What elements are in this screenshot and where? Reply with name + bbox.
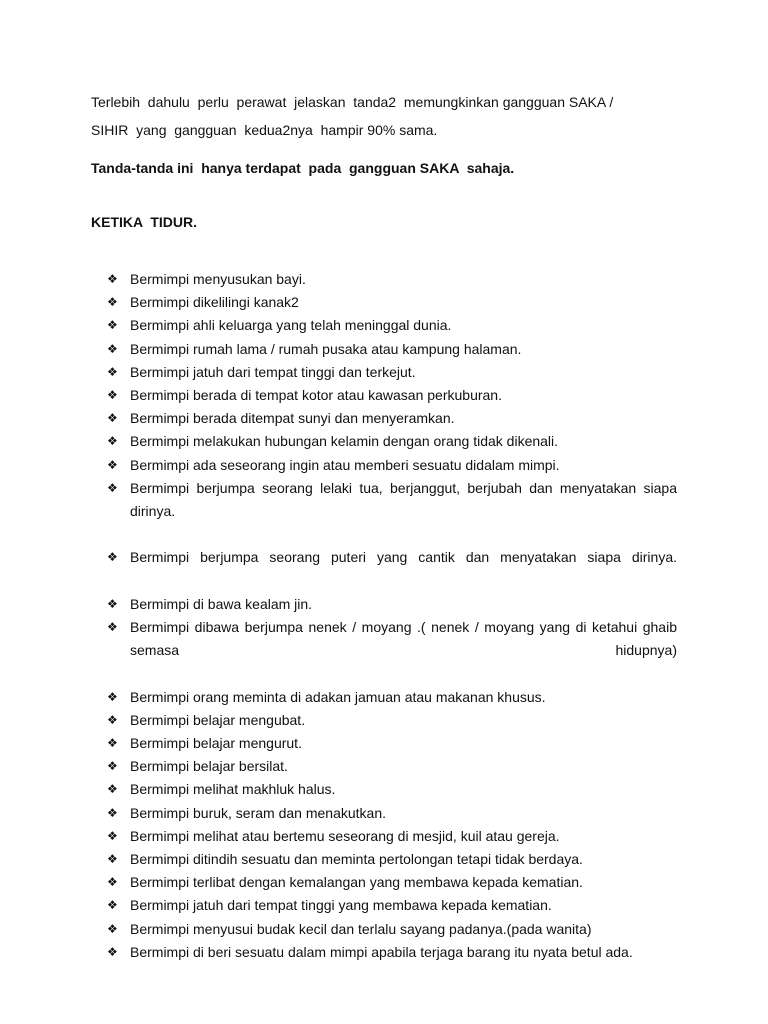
list-item: ❖ Bermimpi belajar mengubat.: [107, 709, 677, 732]
diamond-bullet-icon: ❖: [107, 272, 118, 286]
list-item: ❖ Bermimpi belajar mengurut.: [107, 732, 677, 755]
diamond-bullet-icon: ❖: [107, 898, 118, 913]
diamond-bullet-icon: ❖: [107, 480, 118, 495]
diamond-bullet-icon: ❖: [107, 295, 118, 310]
diamond-bullet-icon: ❖: [107, 782, 118, 797]
list-item: ❖ Bermimpi jatuh dari tempat tinggi dan terkejut.: [107, 361, 677, 384]
diamond-bullet-icon: ❖: [107, 596, 118, 611]
diamond-bullet-icon: ❖: [107, 852, 118, 867]
diamond-bullet-icon: ❖: [107, 712, 118, 727]
diamond-bullet-icon: ❖: [107, 805, 118, 820]
list-item: ❖ Bermimpi berjumpa seorang puteri yang cantik dan menyatakan siapa dirinya.: [107, 546, 677, 592]
diamond-bullet-icon: ❖: [107, 875, 118, 890]
list-item: ❖ Bermimpi terlibat dengan kemalangan yang membawa kepada kematian.: [107, 871, 677, 894]
diamond-bullet-icon: ❖: [107, 620, 118, 635]
diamond-bullet-icon: ❖: [107, 921, 118, 936]
list-item: ❖ Bermimpi jatuh dari tempat tinggi yang membawa kepada kematian.: [107, 894, 677, 917]
list-item: ❖ Bermimpi buruk, seram dan menakutkan.: [107, 802, 677, 825]
diamond-bullet-icon: ❖: [107, 736, 118, 751]
list-item: ❖ Bermimpi dikelilingi kanak2: [107, 291, 677, 314]
diamond-bullet-icon: ❖: [107, 457, 118, 472]
diamond-bullet-icon: ❖: [107, 689, 118, 704]
intro-paragraph: [91, 88, 691, 144]
list-item: ❖ Bermimpi menyusukan bayi.: [107, 268, 677, 291]
list-item: ❖ Bermimpi melihat atau bertemu seseorang di mesjid, kuil atau gereja.: [107, 825, 677, 848]
list-item: ❖ Bermimpi melihat makhluk halus.: [107, 778, 677, 801]
list-item: ❖ Bermimpi di beri sesuatu dalam mimpi apabila terjaga barang itu nyata betul ada.: [107, 941, 677, 964]
diamond-bullet-icon: ❖: [107, 434, 118, 449]
diamond-bullet-icon: ❖: [107, 318, 118, 333]
list-item: ❖ Bermimpi rumah lama / rumah pusaka atau kampung halaman.: [107, 338, 677, 361]
diamond-bullet-icon: ❖: [107, 759, 118, 774]
list-item: ❖ Bermimpi menyusui budak kecil dan terlalu sayang padanya.(pada wanita): [107, 918, 677, 941]
list-item: ❖ Bermimpi berjumpa seorang lelaki tua, berjanggut, berjubah dan menyatakan siapa dirinya.: [107, 477, 677, 547]
section-heading: KETIKA TIDUR.: [91, 214, 198, 230]
list-item: ❖ Bermimpi di bawa kealam jin.: [107, 593, 677, 616]
diamond-bullet-icon: ❖: [107, 411, 118, 426]
diamond-bullet-icon: ❖: [107, 388, 118, 403]
diamond-bullet-icon: ❖: [107, 341, 118, 356]
diamond-bullet-icon: ❖: [107, 944, 118, 959]
emphasis-statement: Tanda-tanda ini hanya terdapat pada gangguan SAKA sahaja.: [91, 160, 515, 176]
list-item: ❖ Bermimpi berada di tempat kotor atau kawasan perkuburan.: [107, 384, 677, 407]
diamond-bullet-icon: ❖: [107, 364, 118, 379]
diamond-bullet-icon: ❖: [107, 550, 118, 565]
bullet-list: [107, 268, 677, 964]
diamond-bullet-icon: ❖: [107, 828, 118, 843]
list-item: ❖ Bermimpi dibawa berjumpa nenek / moyang .( nenek / moyang yang di ketahui ghaib semasa hidupnya): [107, 616, 677, 686]
list-item: ❖ Bermimpi ditindih sesuatu dan meminta pertolongan tetapi tidak berdaya.: [107, 848, 677, 871]
list-item: ❖ Bermimpi melakukan hubungan kelamin dengan orang tidak dikenali.: [107, 430, 677, 453]
list-item: ❖ Bermimpi berada ditempat sunyi dan menyeramkan.: [107, 407, 677, 430]
list-item: ❖ Bermimpi belajar bersilat.: [107, 755, 677, 778]
list-item: ❖ Bermimpi ahli keluarga yang telah meninggal dunia.: [107, 314, 677, 337]
list-item: ❖ Bermimpi orang meminta di adakan jamuan atau makanan khusus.: [107, 686, 677, 709]
list-item: ❖ Bermimpi ada seseorang ingin atau memberi sesuatu didalam mimpi.: [107, 454, 677, 477]
intro-line-1: Terlebih dahulu perlu perawat jelaskan tanda2 memungkinkan gangguan SAKA /: [91, 94, 614, 110]
intro-line-2: SIHIR yang gangguan kedua2nya hampir 90% sama.: [91, 122, 438, 138]
